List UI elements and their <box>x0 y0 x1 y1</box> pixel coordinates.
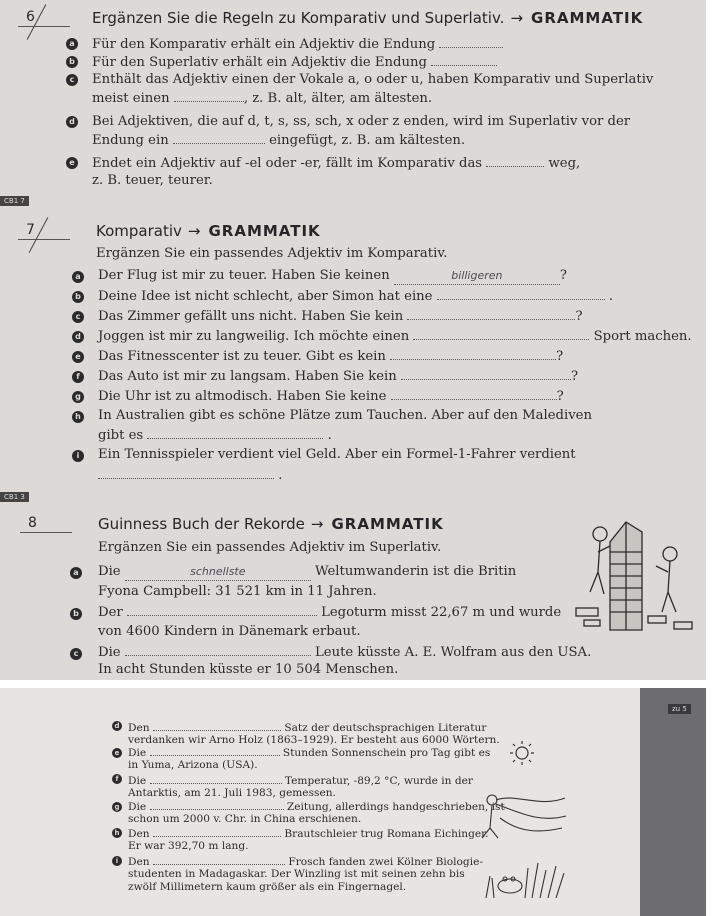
bullet-d: d <box>72 331 84 343</box>
arrow-icon: → <box>187 222 201 240</box>
answer-blank[interactable] <box>98 467 274 479</box>
answer-blank[interactable] <box>174 90 244 102</box>
ex7-item-h-line2: gibt es . <box>98 428 332 443</box>
bullet-a: a <box>70 567 82 579</box>
answer-blank[interactable] <box>486 155 544 167</box>
ex8-item-e-line2: in Yuma, Arizona (USA). <box>128 759 258 771</box>
ex8-item-h-line2: Er war 392,70 m lang. <box>128 840 249 852</box>
bullet-b: b <box>72 291 84 303</box>
answer-blank[interactable] <box>153 855 285 865</box>
answer-blank[interactable] <box>153 721 281 731</box>
bullet-g: g <box>72 391 84 403</box>
ex6-item-d-line1: Bei Adjektiven, die auf d, t, s, ss, sch, x oder z enden, wird im Superlativ vor der <box>92 114 631 129</box>
bullet-e: e <box>66 157 78 169</box>
grammatik-label: GRAMMATIK <box>331 515 444 533</box>
ex6-item-a: Für den Komparativ erhält ein Adjektiv die Endung <box>92 36 503 53</box>
zu-tag: zu 5 <box>668 704 691 714</box>
page-edge-shadow <box>640 688 706 916</box>
exercise-8-heading <box>98 515 444 533</box>
ex7-item-g: Die Uhr ist zu altmodisch. Haben Sie keine ? <box>98 389 564 404</box>
exercise-7-title: Komparativ <box>96 222 182 240</box>
ex8-item-c-line2: In acht Stunden küsste er 10 504 Menschen. <box>98 662 399 677</box>
bullet-f: f <box>72 371 84 383</box>
ex8-item-d-line1: Den Satz der deutschsprachigen Literatur <box>128 722 487 734</box>
ex8-item-b-line1: Der Legoturm misst 22,67 m und wurde <box>98 605 562 620</box>
ex6-item-e-line1: Endet ein Adjektiv auf -el oder -er, fällt im Komparativ das weg, <box>92 156 581 171</box>
ex7-item-i-line2: . <box>98 467 282 484</box>
grammatik-label: GRAMMATIK <box>208 222 321 240</box>
bullet-c: c <box>72 311 84 323</box>
bullet-a: a <box>72 271 84 283</box>
ex8-item-h-line1: Den Brautschleier trug Romana Eichinger. <box>128 828 489 840</box>
exercise-7-heading <box>96 222 321 240</box>
ex8-item-a-line2: Fyona Campbell: 31 521 km in 11 Jahren. <box>98 584 377 599</box>
bullet-e: e <box>72 351 84 363</box>
ex7-item-e: Das Fitnesscenter ist zu teuer. Gibt es kein ? <box>98 349 564 364</box>
ex8-item-d-line2: verdanken wir Arno Holz (1863–1929). Er besteht aus 6000 Wörtern. <box>128 734 500 746</box>
sun-icon <box>502 738 542 768</box>
ex8-item-i-line1: Den Frosch fanden zwei Kölner Biologie- <box>128 856 483 868</box>
answer-field[interactable]: billigeren <box>394 268 560 285</box>
bullet-e: e <box>112 748 122 758</box>
bullet-g: g <box>112 802 122 812</box>
ex7-item-a: Der Flug ist mir zu teuer. Haben Sie keinen billigeren ? <box>98 268 567 283</box>
answer-blank[interactable] <box>431 54 497 66</box>
bride-veil-illustration <box>470 788 570 843</box>
exercise-8-number: 8 <box>28 515 37 531</box>
grammatik-label: GRAMMATIK <box>531 9 644 27</box>
ex8-item-g-line2: schon um 2000 v. Chr. in China erschienen. <box>128 813 362 825</box>
arrow-icon: → <box>510 9 524 27</box>
answer-blank[interactable] <box>401 368 571 380</box>
bullet-d: d <box>112 721 122 731</box>
answer-blank[interactable] <box>439 36 503 48</box>
exercise-6-title: Ergänzen Sie die Regeln zu Komparativ und Superlativ. <box>92 9 505 27</box>
ex7-item-d: Joggen ist mir zu langweilig. Ich möchte einen Sport machen. <box>98 329 692 344</box>
ex6-item-d-line2: Endung ein eingefügt, z. B. am kältesten. <box>92 133 466 148</box>
bullet-i: i <box>112 856 122 866</box>
frog-illustration <box>480 848 570 903</box>
bullet-f: f <box>112 774 122 784</box>
ex8-item-c-line1: Die Leute küsste A. E. Wolfram aus den USA. <box>98 645 592 660</box>
ex8-item-g-line1: Die Zeitung, allerdings handgeschrieben, ist <box>128 801 505 813</box>
ex8-item-f-line2: Antarktis, am 21. Juli 1983, gemessen. <box>128 787 336 799</box>
answer-blank[interactable] <box>127 604 317 616</box>
ex8-item-f-line1: Die Temperatur, -89,2 °C, wurde in der <box>128 775 473 787</box>
exercise-6-number: 6 <box>26 9 35 25</box>
exercise-7-instruction: Ergänzen Sie ein passendes Adjektiv im Komparativ. <box>96 246 448 261</box>
answer-blank[interactable] <box>125 644 311 656</box>
ex7-item-f: Das Auto ist mir zu langsam. Haben Sie kein ? <box>98 369 579 384</box>
ex6-item-c-line1: Enthält das Adjektiv einen der Vokale a, o oder u, haben Komparativ und Superlativ <box>92 72 654 87</box>
cb-tag-1: CB1 7 <box>0 196 29 206</box>
ex6-item-e-line2: z. B. teuer, teurer. <box>92 173 213 188</box>
answer-blank[interactable] <box>413 328 589 340</box>
bullet-c: c <box>66 74 78 86</box>
ex8-item-i-line3: zwölf Millimetern kaum größer als ein Fingernagel. <box>128 881 407 893</box>
ex7-item-c: Das Zimmer gefällt uns nicht. Haben Sie kein ? <box>98 309 583 324</box>
ex8-item-i-line2: studenten in Madagaskar. Der Winzling ist mit seinen zehn bis <box>128 868 465 880</box>
arrow-icon: → <box>310 515 324 533</box>
bullet-b: b <box>70 608 82 620</box>
answer-blank[interactable] <box>173 132 265 144</box>
ex7-item-h-line1: In Australien gibt es schöne Plätze zum Tauchen. Aber auf den Malediven <box>98 408 592 423</box>
bullet-a: a <box>66 38 78 50</box>
answer-blank[interactable] <box>407 308 575 320</box>
exercise-6-heading <box>92 9 643 27</box>
answer-blank[interactable] <box>153 827 281 837</box>
answer-blank[interactable] <box>150 746 280 756</box>
exercise-8-title: Guinness Buch der Rekorde <box>98 515 305 533</box>
answer-blank[interactable] <box>391 388 557 400</box>
ex6-item-c-line2: meist einen , z. B. alt, älter, am ältesten. <box>92 91 433 106</box>
answer-blank[interactable] <box>150 800 284 810</box>
bullet-i: i <box>72 450 84 462</box>
worksheet-page-bottom <box>0 688 706 916</box>
answer-field[interactable]: schnellste <box>125 564 311 581</box>
answer-blank[interactable] <box>390 348 556 360</box>
ex8-item-a-line1: Die schnellste Weltumwanderin ist die Britin <box>98 564 517 579</box>
answer-blank[interactable] <box>437 288 605 300</box>
cb-tag-2: CB1 3 <box>0 492 29 502</box>
ex7-item-i-line1: Ein Tennisspieler verdient viel Geld. Aber ein Formel-1-Fahrer verdient <box>98 447 576 462</box>
ex8-item-e-line1: Die Stunden Sonnenschein pro Tag gibt es <box>128 747 491 759</box>
ex7-item-b: Deine Idee ist nicht schlecht, aber Simon hat eine . <box>98 289 614 304</box>
bullet-h: h <box>72 411 84 423</box>
answer-blank[interactable] <box>150 774 282 784</box>
ex8-item-b-line2: von 4600 Kindern in Dänemark erbaut. <box>98 624 361 639</box>
bullet-d: d <box>66 116 78 128</box>
bullet-b: b <box>66 56 78 68</box>
answer-blank[interactable] <box>147 427 323 439</box>
bullet-c: c <box>70 648 82 660</box>
lego-tower-illustration <box>570 512 700 636</box>
bullet-h: h <box>112 828 122 838</box>
exercise-8-instruction: Ergänzen Sie ein passendes Adjektiv im Superlativ. <box>98 540 442 555</box>
ex6-item-b: Für den Superlativ erhält ein Adjektiv die Endung <box>92 54 497 71</box>
exercise-7-number: 7 <box>26 222 35 238</box>
